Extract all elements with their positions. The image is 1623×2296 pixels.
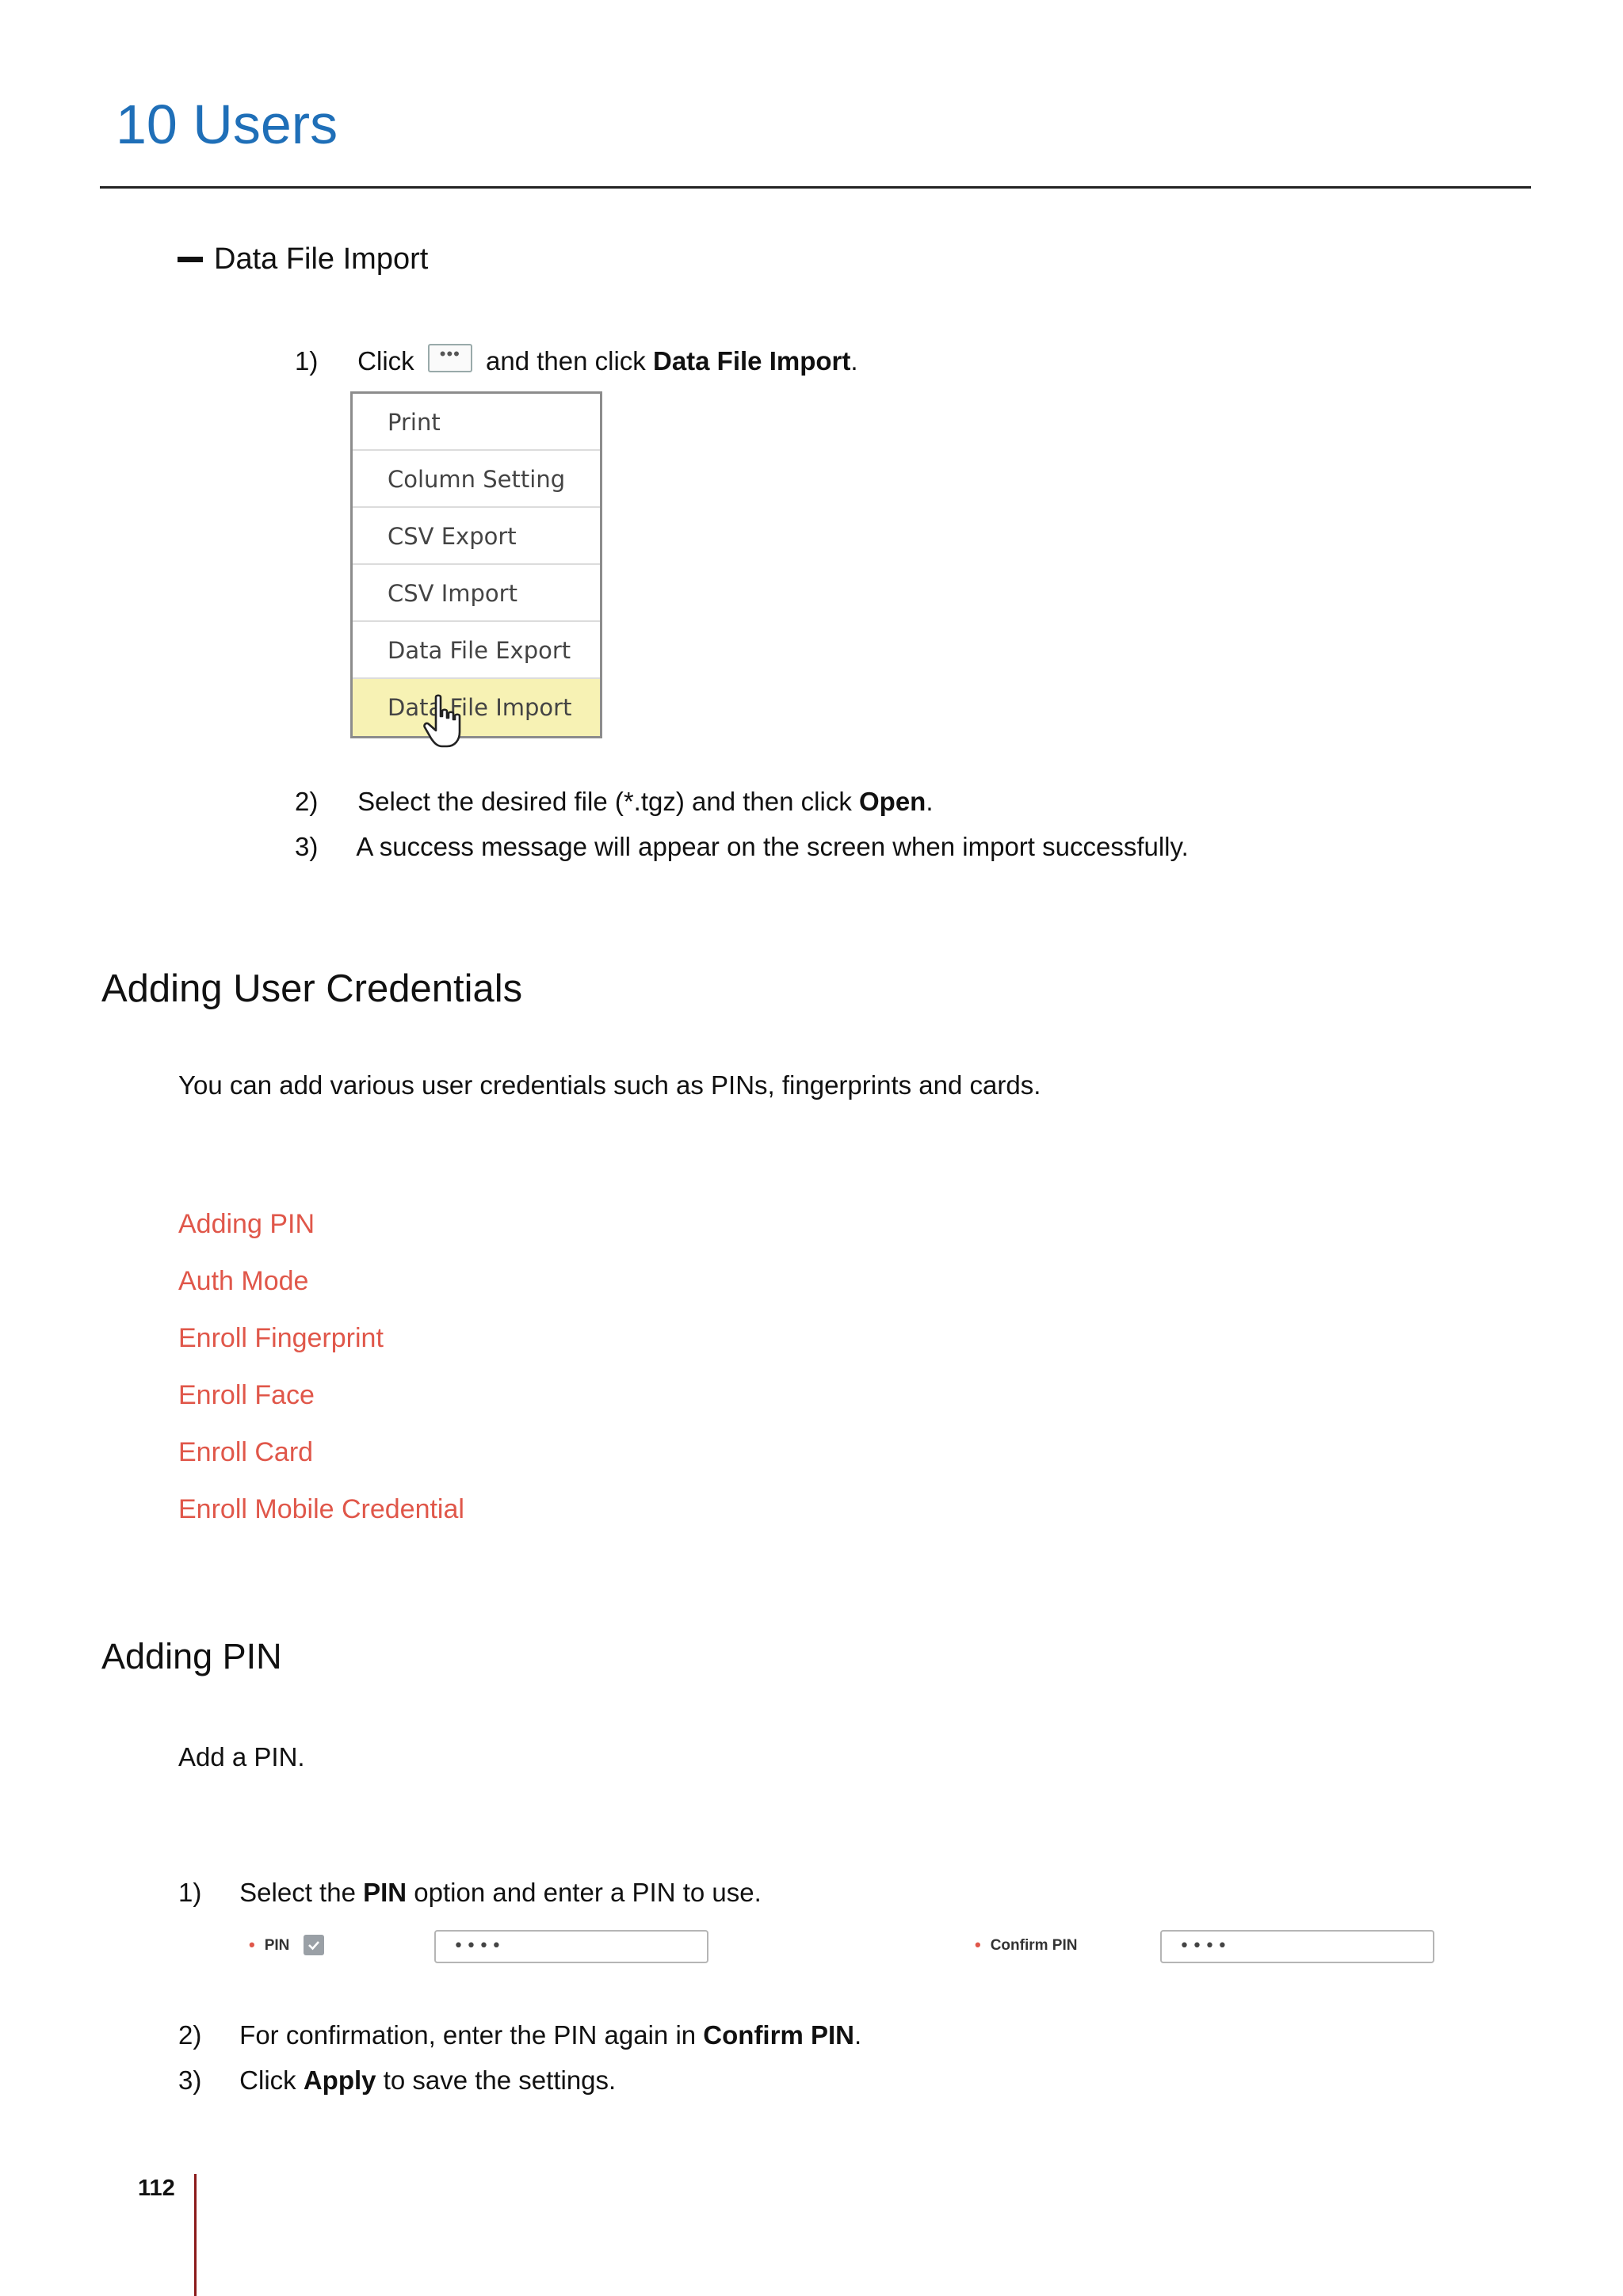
step-number: 1)	[295, 346, 319, 376]
step-text: to save the settings.	[383, 2065, 617, 2095]
step-text: Click	[357, 346, 414, 376]
pin-field-label	[249, 1935, 324, 1955]
import-step-3	[295, 831, 1189, 863]
pin-step-3	[178, 2065, 616, 2096]
pin-step-1	[178, 1877, 762, 1909]
menu-item-column-setting[interactable]: Column Setting	[353, 451, 600, 508]
pin-step-2	[178, 2019, 861, 2051]
data-file-import-heading-text: Data File Import	[214, 242, 429, 276]
menu-item-data-file-import[interactable]: Data File Import	[353, 679, 600, 736]
menu-item-print[interactable]: Print	[353, 394, 600, 451]
step-text: A success message will appear on the screen when import successfully.	[356, 832, 1189, 861]
required-mark: •	[249, 1935, 255, 1955]
pin-input[interactable]: ••••	[434, 1930, 708, 1963]
link-enroll-mobile-credential[interactable]: Enroll Mobile Credential	[178, 1494, 464, 1524]
menu-item-data-file-export[interactable]: Data File Export	[353, 622, 600, 679]
step-text: option and enter a PIN to use.	[414, 1878, 762, 1907]
link-auth-mode[interactable]: Auth Mode	[178, 1266, 309, 1296]
step-bold-text: PIN	[363, 1878, 407, 1907]
step-number: 3)	[178, 2065, 202, 2095]
pin-label-text: PIN	[264, 1936, 290, 1954]
link-enroll-card[interactable]: Enroll Card	[178, 1437, 314, 1467]
link-adding-pin[interactable]: Adding PIN	[178, 1209, 315, 1239]
adding-user-credentials-heading: Adding User Credentials	[101, 967, 523, 1010]
adding-pin-intro: Add a PIN.	[178, 1742, 305, 1772]
hand-cursor-icon	[423, 694, 464, 749]
step-text: and then click	[486, 346, 646, 376]
confirm-pin-input[interactable]: ••••	[1160, 1930, 1434, 1963]
link-enroll-fingerprint[interactable]: Enroll Fingerprint	[178, 1323, 384, 1353]
step-text: Select the	[239, 1878, 356, 1907]
more-options-menu	[350, 391, 602, 738]
step-text: For confirmation, enter the PIN again in	[239, 2020, 697, 2050]
data-file-import-heading	[178, 242, 428, 277]
step-bold-text: Apply	[303, 2065, 376, 2095]
step-text: .	[854, 2020, 862, 2050]
step-text: .	[926, 787, 934, 816]
step-number: 2)	[295, 787, 319, 816]
import-step-2	[295, 786, 934, 818]
dash-bullet-icon	[178, 257, 203, 262]
title-divider	[100, 186, 1531, 189]
import-step-1	[295, 345, 858, 377]
page-number: 112	[138, 2176, 175, 2201]
checkmark-icon	[307, 1938, 321, 1952]
step-bold-text: Data File Import	[652, 346, 851, 376]
more-options-button[interactable]: •••	[428, 344, 472, 372]
step-text: Select the desired file (*.tgz) and then click	[357, 787, 852, 816]
chapter-title: 10 Users	[116, 93, 338, 155]
step-text: .	[850, 346, 858, 376]
step-bold-text: Confirm PIN	[703, 2020, 854, 2050]
page-number-divider	[194, 2174, 197, 2296]
step-number: 3)	[295, 832, 319, 861]
step-number: 2)	[178, 2020, 202, 2050]
step-number: 1)	[178, 1878, 202, 1907]
required-mark: •	[975, 1935, 981, 1955]
adding-pin-heading: Adding PIN	[101, 1636, 282, 1676]
step-bold-text: Open	[859, 787, 926, 816]
step-text: Click	[239, 2065, 296, 2095]
confirm-pin-field-label	[975, 1936, 1077, 1954]
menu-item-csv-export[interactable]: CSV Export	[353, 508, 600, 565]
credentials-intro: You can add various user credentials such as PINs, fingerprints and cards.	[178, 1070, 1041, 1100]
confirm-pin-label-text: Confirm PIN	[990, 1936, 1078, 1954]
link-enroll-face[interactable]: Enroll Face	[178, 1380, 315, 1410]
pin-checkbox[interactable]	[304, 1935, 324, 1955]
menu-item-csv-import[interactable]: CSV Import	[353, 565, 600, 622]
